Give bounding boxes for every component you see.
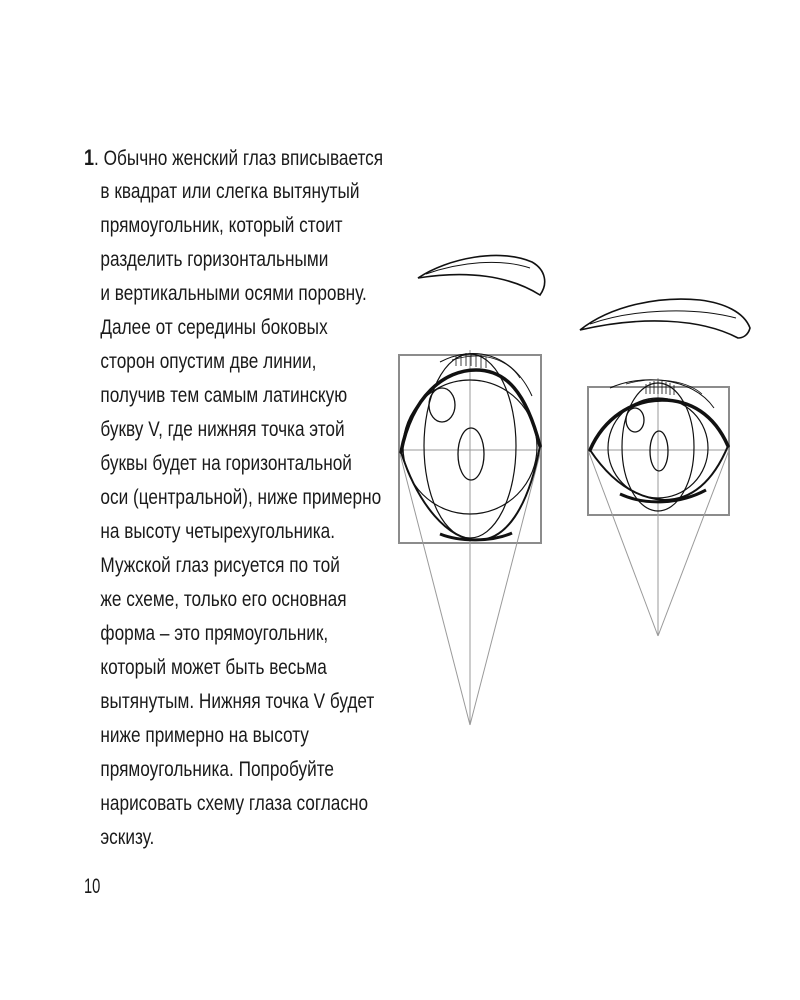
- text-line-17: вытянутым. Нижняя точка V будет: [100, 690, 375, 713]
- male-eye-diagram: [580, 299, 750, 636]
- text-line-12: на высоту четырехугольника.: [100, 520, 336, 543]
- male-eyebrow: [580, 299, 750, 338]
- male-eyebrow-inner-stroke: [590, 311, 736, 324]
- text-line-16: который может быть весьма: [100, 656, 327, 679]
- male-v-line-right: [658, 450, 729, 636]
- text-line-14: же схеме, только его основная: [100, 588, 347, 611]
- female-v-line-left: [399, 450, 470, 725]
- text-line-15: форма – это прямоугольник,: [100, 622, 329, 645]
- male-v-line-left: [588, 450, 658, 636]
- female-pupil-ellipse: [458, 428, 484, 480]
- female-lower-lash-line: [440, 533, 512, 540]
- text-line-11: оси (центральной), ниже примерно: [100, 486, 382, 509]
- text-line-10: буквы будет на горизонтальной: [100, 452, 352, 475]
- female-eye-diagram: [399, 255, 545, 725]
- page-number: 10: [84, 875, 101, 898]
- text-line-2: в квадрат или слегка вытянутый: [100, 180, 360, 203]
- female-v-line-right: [470, 450, 541, 725]
- instruction-text: [84, 141, 389, 855]
- male-highlight-ellipse: [626, 408, 644, 432]
- female-eyebrow-inner-stroke: [426, 262, 530, 274]
- female-highlight-ellipse: [429, 388, 455, 422]
- text-line-8: получив тем самым латинскую: [100, 384, 348, 407]
- text-line-20: нарисовать схему глаза согласно: [100, 792, 369, 815]
- male-pupil-ellipse: [650, 431, 668, 471]
- text-line-6: Далее от середины боковых: [100, 316, 328, 339]
- text-line-3: прямоугольник, который стоит: [100, 214, 343, 237]
- text-line-1: 1. Обычно женский глаз вписывается: [84, 145, 384, 170]
- text-line-7: сторон опустим две линии,: [100, 350, 317, 373]
- female-eyebrow: [418, 255, 545, 295]
- text-line-21: эскизу.: [100, 826, 155, 849]
- text-line-13: Мужской глаз рисуется по той: [100, 554, 340, 577]
- text-line-19: прямоугольника. Попробуйте: [100, 758, 334, 781]
- text-line-4: разделить горизонтальными: [100, 248, 329, 271]
- text-line-9: букву V, где нижняя точка этой: [100, 418, 345, 441]
- text-line-18: ниже примерно на высоту: [100, 724, 309, 747]
- step-number: 1: [84, 145, 95, 170]
- eye-construction-illustration: [390, 240, 760, 740]
- text-line-5: и вертикальными осями поровну.: [100, 282, 367, 305]
